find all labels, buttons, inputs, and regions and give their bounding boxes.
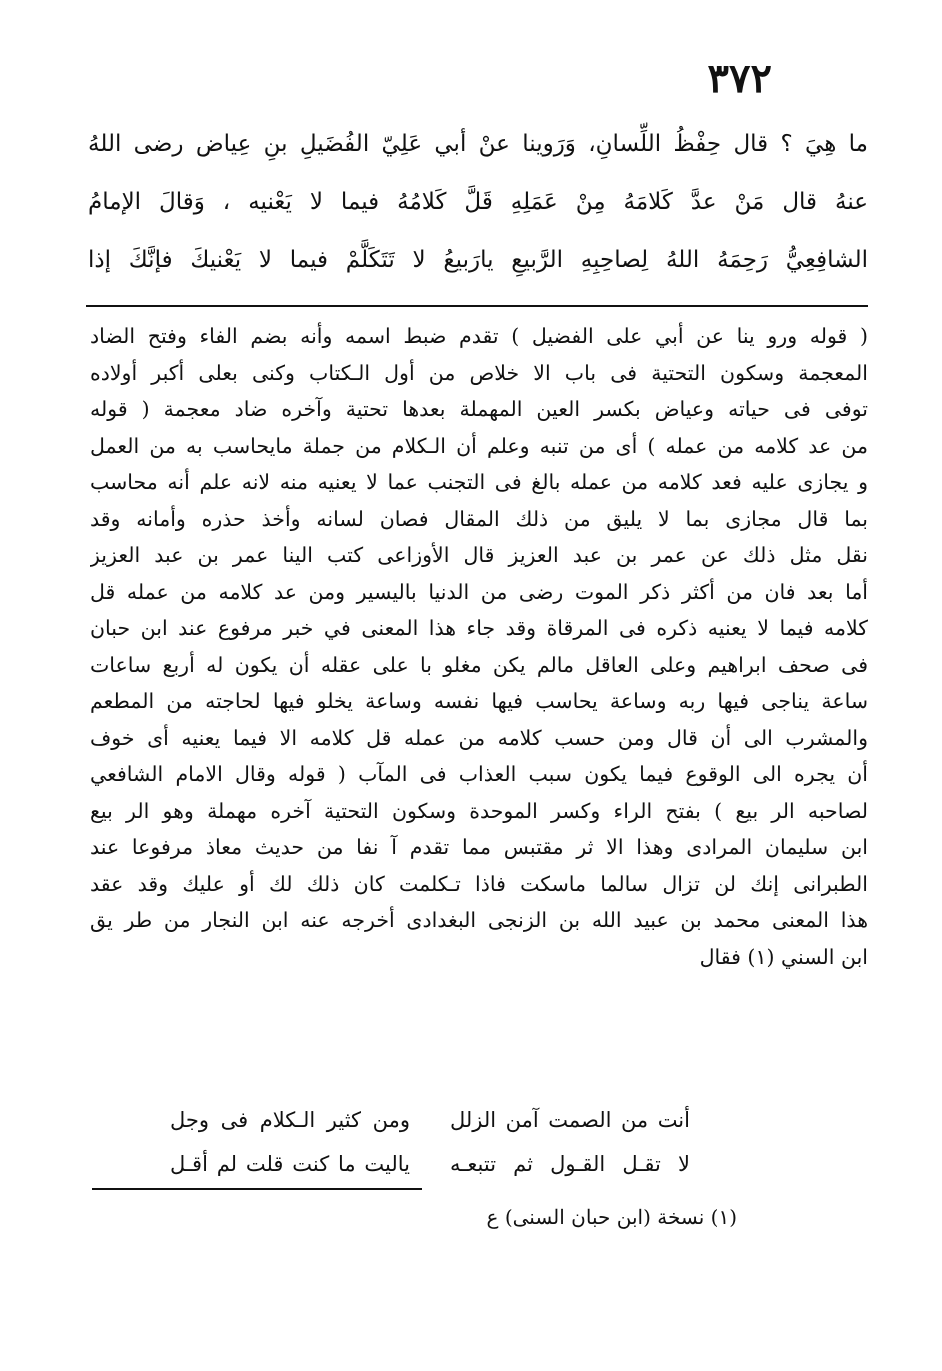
commentary-line: أن يجره الى الوقوع فيما يكون سبب العذاب فى المآب ( قوله وقال الامام الشافعي xyxy=(90,762,868,786)
commentary-line: من عد كلامه من عمله ) أى من تنبه وعلم أن الـكلام من جملة مايحاسب به من العمل xyxy=(90,433,868,458)
footnote: (١) نسخة (ابن حبان السنى) ع xyxy=(486,1205,737,1229)
commentary-line: و يجازى عليه فعد كلامه من عمله بالغ فى التجنب عما لا يعنيه منه لانه علم أنه محاسب xyxy=(90,470,868,494)
poem-verse xyxy=(170,1098,690,1142)
commentary-line: توفى فى حياته وعياض بكسر العين المهملة بعدها تحتية وآخره ضاد معجمة ( قوله xyxy=(90,397,868,421)
commentary-line: ابن سليمان المرادى وهذا الا ثر مقتبس مما تقدم آ نفا من حديث معاذ مرفوعا عند xyxy=(90,835,868,859)
commentary-line: والمشرب الى أن قال ومن حسب كلامه من عمله قل كلامه الا فيما يعنيه أى خوف xyxy=(90,725,868,750)
separator-rule xyxy=(86,305,868,307)
page-number: ٣٧٢ xyxy=(707,55,772,102)
main-text-line: ما هِيَ ؟ قال حِفْظُ اللِّسانِ، وَرَوينا عنْ أبي عَلِيّ الفُضَيلِ بنِ عِياض رضى اللهُ xyxy=(88,131,868,157)
commentary-line: لصاحبه الر بيع ) بفتح الراء وكسر الموحدة وسكون التحتية آخره مهملة وهو الر بيع xyxy=(90,798,868,823)
commentary-line: ابن السني (١) فقال xyxy=(699,944,868,969)
commentary-line: بما قال مجازى بما لا يليق من ذلك المقال فصان لسانه وأخذ حذره وأمانه وقد xyxy=(90,506,868,531)
poem-block xyxy=(170,1098,690,1186)
commentary-line: أما بعد فان من أكثر ذكر الموت رضى من الدنيا باليسير ومن عد كلامه من عمله قل xyxy=(90,579,868,604)
main-text-block xyxy=(88,115,868,289)
poem-second-hemistich: ياليت ما كنت قلت لم أقـل xyxy=(170,1152,410,1176)
commentary-line: ساعة يناجى فيها ربه وساعة يحاسب فيها نفسه وساعة يخلو فيها لحاجته من المطعم xyxy=(90,689,868,713)
poem-first-hemistich: لا تقـل القـول ثم تتبعـه xyxy=(450,1152,690,1176)
main-text-line: الشافِعِيُّ رَحِمَهُ اللهُ لِصاحِبِهِ الرَّبيعِ يارَبيعُ لا تَتَكَلَّمْ فيما لا يَعْنيكَ فإنَّكَ إذا xyxy=(88,247,868,273)
poem-first-hemistich: أنت من الصمت آمن الزلل xyxy=(450,1108,690,1132)
footnote-separator-rule xyxy=(92,1188,422,1190)
commentary-line: نقل مثل ذلك عن عمر بن عبد العزيز قال الأوزاعى كتب الينا عمر بن عبد العزيز xyxy=(90,543,868,567)
commentary-line: هذا المعنى محمد بن عبيد الله بن الزنجى البغدادى أخرجه عنه ابن النجار من طر يق xyxy=(90,908,868,932)
poem-verse xyxy=(170,1142,690,1186)
poem-second-hemistich: ومن كثير الـكلام فى وجل xyxy=(170,1108,410,1132)
commentary-line: كلامه فيما لا يعنيه ذكره فى المرقاة وقد جاء هذا المعنى في خبر مرفوع عند ابن حبان xyxy=(90,616,868,640)
main-text-line: عنهُ قال مَنْ عدَّ كَلامَهُ مِنْ عَمَلِهِ قَلَّ كَلامُهُ فيما لا يَعْنيه ، وَقالَ الإمامُ xyxy=(88,189,868,215)
commentary-line: الطبرانى إنك لن تزال سالما ماسكت فاذا تـكلمت كان ذلك لك أو عليك وقد عقد xyxy=(90,871,868,896)
commentary-block xyxy=(90,318,868,975)
commentary-line: المعجمة وسكون التحتية فى باب الا خلاص من أول الـكتاب وكنى بعلى أكبر أولاده xyxy=(90,360,868,385)
commentary-line: فى صحف ابراهيم وعلى العاقل مالم يكن مغلو با على عقله أن يكون له أربع ساعات xyxy=(90,652,868,677)
commentary-line: ( قوله ورو ينا عن أبي على الفضيل ) تقدم ضبط اسمه وأنه بضم الفاء وفتح الضاد xyxy=(90,324,868,348)
